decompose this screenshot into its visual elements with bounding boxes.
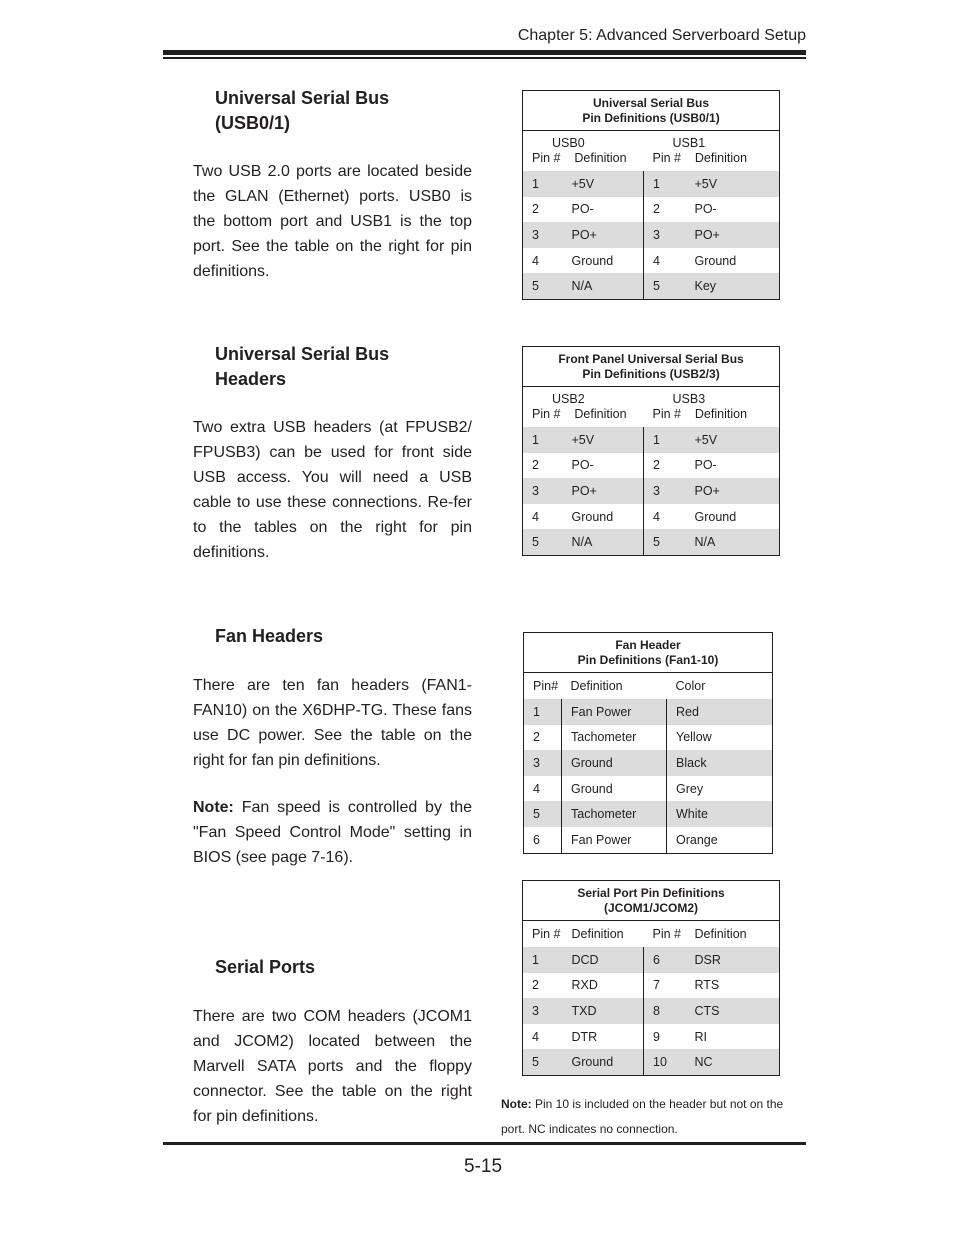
table-row: 2 Tachometer Yellow [524, 725, 773, 751]
section-heading-serial: Serial Ports [215, 957, 316, 977]
table-col-header: USB1 Pin # Definition [652, 136, 748, 165]
table-col-header: Definition [570, 679, 623, 693]
table-row: 1 Fan Power Red [524, 699, 773, 725]
table-col-header: Pin # [532, 927, 561, 941]
table-row: 3 PO+ 3 PO+ [523, 478, 780, 504]
usb23-pin-table [522, 346, 780, 556]
table-col-header: USB0 Pin # Definition [532, 136, 627, 165]
section-body-serial: There are two COM headers (JCOM1 and JCOM2) located between the Marvell SATA ports and the floppy connector. See the table on the right for pin definitions. [193, 1008, 472, 1125]
table-row: 1 DCD 6 DSR [523, 947, 780, 973]
table-col-header: Definition [571, 927, 624, 941]
table-col-header: USB2 Pin # Definition [532, 392, 627, 421]
section-heading-usb-headers: Universal Serial Bus Headers [215, 344, 390, 389]
table-col-header: Pin# [533, 679, 559, 693]
serial-pin-table [522, 880, 780, 1076]
table-row: 2 RXD 7 RTS [523, 973, 780, 999]
table-row: 4 Ground Grey [524, 776, 773, 802]
table-row: 3 TXD 8 CTS [523, 998, 780, 1024]
table-row: 4 DTR 9 RI [523, 1024, 780, 1050]
table-row: 5 N/A 5 N/A [523, 529, 780, 555]
header-rule-thin [163, 57, 806, 59]
table-row: 5 Tachometer White [524, 801, 773, 827]
page-number: 5-15 [464, 1156, 503, 1177]
table-col-header: Pin # [652, 927, 681, 941]
header-rule [163, 50, 806, 55]
table-col-header: Definition [694, 927, 747, 941]
table-row: 6 Fan Power Orange [524, 827, 773, 853]
section-body-usb-headers: Two extra USB headers (at FPUSB2/ FPUSB3) can be used for front side USB access. You will need a USB cable to use these connections. Re-fer to the tables on the right for pin definitions. [193, 419, 472, 561]
chapter-title: Chapter 5: Advanced Serverboard Setup [517, 27, 806, 44]
table-row: 1 +5V 1 +5V [523, 171, 780, 197]
section-body-usb01: Two USB 2.0 ports are located beside the GLAN (Ethernet) ports. USB0 is the bottom port and USB1 is the top port. See the table on the right for pin definitions. [193, 163, 472, 280]
table-row: 1 +5V 1 +5V [523, 427, 780, 453]
table-row: 5 N/A 5 Key [523, 273, 780, 299]
fan-pin-table [523, 632, 773, 854]
table-row: 2 PO- 2 PO- [523, 197, 780, 223]
table-col-header: Color [675, 679, 706, 693]
table-caption: Fan Header Pin Definitions (Fan1-10) [524, 633, 773, 673]
table-row: 2 PO- 2 PO- [523, 453, 780, 479]
table-row: 3 Ground Black [524, 750, 773, 776]
section-heading-usb01: Universal Serial Bus (USB0/1) [215, 88, 390, 133]
table-col-header: USB3 Pin # Definition [652, 392, 748, 421]
section-heading-fan: Fan Headers [215, 626, 324, 646]
table-row: 4 Ground 4 Ground [523, 504, 780, 530]
table-row: 4 Ground 4 Ground [523, 248, 780, 274]
table-row: 3 PO+ 3 PO+ [523, 222, 780, 248]
table-caption: Serial Port Pin Definitions (JCOM1/JCOM2) [523, 881, 780, 921]
section-note-fan: Note: Fan speed is controlled by the "Fan Speed Control Mode" setting in BIOS (see page 7-16). [193, 799, 472, 866]
table-row: 5 Ground 10 NC [523, 1049, 780, 1075]
table-caption: Front Panel Universal Serial Bus Pin Definitions (USB2/3) [523, 347, 780, 387]
serial-table-note: Note: Pin 10 is included on the header but not on the port. NC indicates no connection. [501, 1097, 784, 1136]
footer-rule [163, 1142, 806, 1145]
usb01-pin-table [522, 90, 780, 300]
table-caption: Universal Serial Bus Pin Definitions (USB0/1) [523, 91, 780, 131]
section-body-fan: There are ten fan headers (FAN1-FAN10) on the X6DHP-TG. These fans use DC power. See the table on the right for fan pin definitions. [193, 677, 472, 769]
